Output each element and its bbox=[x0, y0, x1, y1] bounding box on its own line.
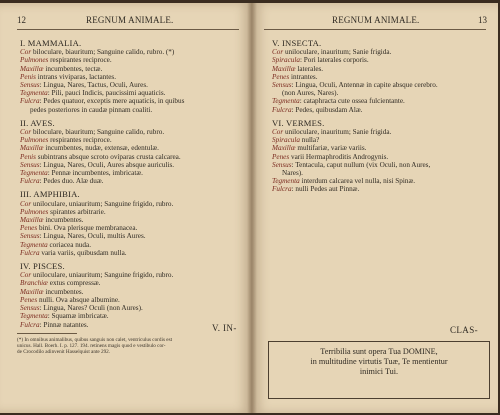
entry-key: Cor bbox=[20, 48, 32, 57]
entry-text: : Pennæ incumbentes, imbricatæ. bbox=[47, 169, 143, 178]
entry-key: Pulmones bbox=[20, 56, 49, 65]
entry-text: uniloculare, uniauritum; Sanguine frigido, rubro. bbox=[31, 199, 174, 208]
entry-key: Fulcra bbox=[20, 320, 40, 329]
left-head-rule bbox=[17, 29, 239, 30]
entry-line bbox=[20, 89, 248, 97]
entry-key: Pulmones bbox=[20, 136, 49, 145]
entry-key: Spiracula bbox=[272, 56, 300, 65]
entry-key: Branchiæ bbox=[20, 279, 48, 288]
motto-line: in multitudine virtutis Tuæ, Te mentientur bbox=[310, 357, 448, 366]
entry-line bbox=[272, 81, 494, 89]
entry-key: Penes bbox=[20, 295, 38, 304]
entry-line bbox=[20, 56, 248, 64]
entry-text: : nulli Pedes aut Pinnæ. bbox=[291, 185, 360, 194]
entry-line bbox=[20, 161, 248, 169]
entry-key: Tegmenta bbox=[272, 177, 300, 186]
entry-line bbox=[272, 56, 494, 64]
left-catchword: V. IN- bbox=[212, 323, 237, 333]
left-footnote bbox=[17, 337, 245, 355]
footnote-line: (*) In omnibus animalibus, quibus sanguis non calet, ventriculus cordis est bbox=[17, 337, 173, 343]
entry-text: (non Aures, Nares). bbox=[282, 89, 339, 98]
entry-key: Sensus bbox=[20, 304, 40, 313]
entry-text: incumbentes. bbox=[43, 287, 84, 296]
entry-text: varii Hermaphroditis Androgynis. bbox=[289, 152, 389, 161]
section bbox=[20, 119, 248, 186]
entry-line bbox=[272, 177, 494, 185]
entry-text: laterales. bbox=[295, 64, 324, 73]
entry-line bbox=[20, 73, 248, 81]
entry-text: bini. Ova plerisque membranacea. bbox=[37, 224, 138, 233]
entry-line bbox=[20, 81, 248, 89]
entry-line bbox=[20, 271, 248, 279]
entry-text: respirantes reciproce. bbox=[48, 56, 112, 65]
entry-text: : cataphracta cute ossea fulcientante. bbox=[299, 97, 405, 106]
entry-key: Cor bbox=[20, 271, 32, 280]
entry-line bbox=[272, 89, 494, 97]
book-gutter bbox=[247, 3, 257, 413]
entry-line bbox=[272, 136, 494, 144]
footnote-rule bbox=[17, 333, 77, 334]
entry-key: Tegmenta bbox=[20, 240, 48, 249]
entry-text: interdum calcarea vel nulla, nisi Spinæ. bbox=[299, 177, 416, 186]
entry-line bbox=[272, 65, 494, 73]
entry-key: Maxillæ bbox=[272, 64, 296, 73]
section-title: V. INSECTA. bbox=[272, 38, 322, 48]
entry-line bbox=[272, 73, 494, 81]
entry-key: Penes bbox=[272, 72, 290, 81]
entry-text: : Lingua, Nares, Oculi, multis Aures. bbox=[39, 232, 146, 241]
entry-line bbox=[272, 153, 494, 161]
entry-text: uniloculare, inauritum; Sanie frigida. bbox=[283, 128, 392, 137]
entry-line bbox=[272, 161, 494, 169]
entry-key: Fulcra bbox=[20, 97, 40, 106]
entry-key: Maxillæ bbox=[20, 287, 44, 296]
entry-key: Fulcra bbox=[272, 185, 292, 194]
entry-line bbox=[20, 288, 248, 296]
section bbox=[20, 190, 248, 257]
entry-text: intrantes. bbox=[289, 72, 318, 81]
entry-line bbox=[20, 169, 248, 177]
entry-line bbox=[20, 249, 248, 257]
entry-text: pedes posteriores in caudæ pinnam coaliti. bbox=[30, 105, 153, 114]
entry-key: Maxillæ bbox=[20, 64, 44, 73]
entry-text: : Pori laterales corporis. bbox=[299, 56, 369, 65]
entry-key: Tegmenta bbox=[20, 312, 48, 321]
entry-text: : Pedes, quibusdam Alæ. bbox=[291, 105, 363, 114]
entry-text: uniloculare, uniauritum; Sanguine frigido, rubro. bbox=[31, 271, 174, 280]
entry-text: nulla? bbox=[299, 136, 320, 145]
entry-text: intrans viviparas, lactantes. bbox=[35, 72, 117, 81]
entry-key: Penis bbox=[20, 152, 36, 161]
entry-text: : Pedes duo. Alæ duæ. bbox=[39, 177, 104, 186]
entry-line bbox=[272, 106, 494, 114]
entry-text: biloculare, biauritum; Sanguine calido, rubro. bbox=[31, 128, 165, 137]
left-running-head: REGNUM ANIMALE. bbox=[86, 15, 174, 25]
section bbox=[20, 262, 248, 329]
section-title: VI. VERMES. bbox=[272, 117, 325, 128]
left-column bbox=[20, 39, 248, 329]
entry-text: varia variis, quibusdam nulla. bbox=[39, 248, 127, 257]
entry-key: Fulcra bbox=[272, 105, 292, 114]
entry-key: Sensus bbox=[20, 160, 40, 169]
entry-key: Tegmenta bbox=[272, 97, 300, 106]
entry-line bbox=[20, 153, 248, 161]
entry-line bbox=[20, 144, 248, 152]
entry-text: incumbentes. bbox=[43, 216, 84, 225]
entry-key: Pulmones bbox=[20, 207, 49, 216]
right-head-rule bbox=[264, 29, 486, 30]
left-page bbox=[0, 3, 252, 413]
entry-line bbox=[272, 97, 494, 105]
entry-text: : Pedes quatuor, exceptis mere aquaticis, in quibus bbox=[39, 97, 185, 106]
entry-text: : Lingua, Nares, Tactus, Oculi, Aures. bbox=[39, 81, 148, 90]
entry-text: extus compressæ. bbox=[47, 279, 101, 288]
right-column bbox=[272, 39, 494, 194]
entry-text: : Pili, pauci Indicis, paucissimi aquaticis. bbox=[47, 89, 166, 98]
entry-key: Penes bbox=[272, 152, 290, 161]
entry-key: Cor bbox=[272, 128, 284, 137]
entry-key: Cor bbox=[20, 128, 32, 137]
entry-text: incumbentes, tectæ. bbox=[43, 64, 103, 73]
entry-text: spirantes arbitrarie. bbox=[48, 207, 106, 216]
entry-key: Penis bbox=[20, 72, 36, 81]
entry-text: multifariæ, variæ variis. bbox=[295, 144, 367, 153]
section bbox=[20, 39, 248, 114]
footnote-line: de Crocodilo adinvenit Hasselquist ante 292. bbox=[17, 349, 111, 356]
entry-key: Tegmenta bbox=[20, 169, 48, 178]
entry-key: Fulcra bbox=[20, 177, 40, 186]
right-catchword: CLAS- bbox=[450, 325, 479, 335]
entry-line bbox=[20, 232, 248, 240]
entry-line bbox=[20, 200, 248, 208]
entry-key: Sensus bbox=[272, 81, 292, 90]
entry-line bbox=[20, 48, 248, 56]
entry-line bbox=[20, 97, 248, 105]
entry-text: : Pinnæ natantes. bbox=[39, 320, 89, 329]
right-page bbox=[252, 3, 498, 413]
right-running-head: REGNUM ANIMALE. bbox=[332, 15, 420, 25]
entry-line bbox=[20, 216, 248, 224]
left-page-number: 12 bbox=[17, 15, 26, 25]
entry-key: Maxillæ bbox=[272, 144, 296, 153]
entry-key: Maxillæ bbox=[20, 144, 44, 153]
motto-box bbox=[268, 341, 490, 399]
entry-line bbox=[272, 128, 494, 136]
entry-line bbox=[272, 48, 494, 56]
entry-key: Penes bbox=[20, 224, 38, 233]
entry-text: incumbentes, nudæ, extensæ, edentulæ. bbox=[43, 144, 159, 153]
footnote-line: unicus. Hall. Boerh. I. p. 127. 194. retinens magis quod e vestibulo cor- bbox=[17, 343, 166, 350]
entry-line bbox=[20, 279, 248, 287]
entry-line bbox=[272, 169, 494, 177]
entry-line bbox=[20, 177, 248, 185]
entry-line bbox=[20, 224, 248, 232]
entry-line bbox=[20, 128, 248, 136]
entry-text: subintrans absque scroto ovíparas crusta calcarea. bbox=[35, 152, 181, 161]
entry-text: uniloculare, inauritum; Sanie frigida. bbox=[283, 48, 392, 57]
entry-line bbox=[20, 312, 248, 320]
entry-text: : Lingua, Nares? Oculi (non Aures). bbox=[39, 304, 143, 313]
entry-text: : Lingua, Nares, Oculi, Aures absque auriculis. bbox=[39, 160, 175, 169]
entry-line bbox=[272, 144, 494, 152]
entry-text: : Tentacula, caput nullum (vix Oculi, non Aures, bbox=[291, 160, 431, 169]
entry-line bbox=[20, 304, 248, 312]
section-title: III. AMPHIBIA. bbox=[20, 189, 80, 200]
motto-line: Terribilia sunt opera Tua DOMINE, bbox=[320, 347, 438, 356]
entry-text: respirantes reciproce. bbox=[48, 136, 112, 145]
entry-line bbox=[20, 65, 248, 73]
entry-line bbox=[20, 136, 248, 144]
entry-key: Cor bbox=[272, 48, 284, 57]
entry-key: Sensus bbox=[272, 160, 292, 169]
entry-line bbox=[20, 241, 248, 249]
entry-key: Fulcra bbox=[20, 248, 40, 257]
section-title: IV. PISCES. bbox=[20, 261, 65, 272]
entry-key: Maxillæ bbox=[20, 216, 44, 225]
entry-key: Spiracula bbox=[272, 136, 300, 145]
right-page-number: 13 bbox=[478, 15, 487, 25]
entry-line bbox=[20, 106, 248, 114]
entry-text: nulli. Ova absque albumine. bbox=[37, 295, 120, 304]
entry-text: coriacea nuda. bbox=[47, 240, 91, 249]
entry-line bbox=[272, 185, 494, 193]
entry-line bbox=[20, 208, 248, 216]
entry-line bbox=[20, 296, 248, 304]
entry-key: Sensus bbox=[20, 81, 40, 90]
section-title: II. AVES. bbox=[20, 117, 55, 128]
entry-key: Cor bbox=[20, 199, 32, 208]
entry-text: biloculare, biauritum; Sanguine calido, rubro. (*) bbox=[31, 48, 175, 57]
section bbox=[272, 119, 494, 194]
section bbox=[272, 39, 494, 114]
entry-text: : Squamæ imbricatæ. bbox=[47, 312, 109, 321]
entry-key: Tegmenta bbox=[20, 89, 48, 98]
entry-text: Nares). bbox=[282, 169, 303, 178]
entry-key: Sensus bbox=[20, 232, 40, 241]
section-title: I. MAMMALIA. bbox=[20, 38, 82, 48]
entry-text: : Lingua, Oculi, Antennæ in capite absque cerebro. bbox=[291, 81, 438, 90]
motto-line: inimici Tui. bbox=[359, 367, 399, 376]
